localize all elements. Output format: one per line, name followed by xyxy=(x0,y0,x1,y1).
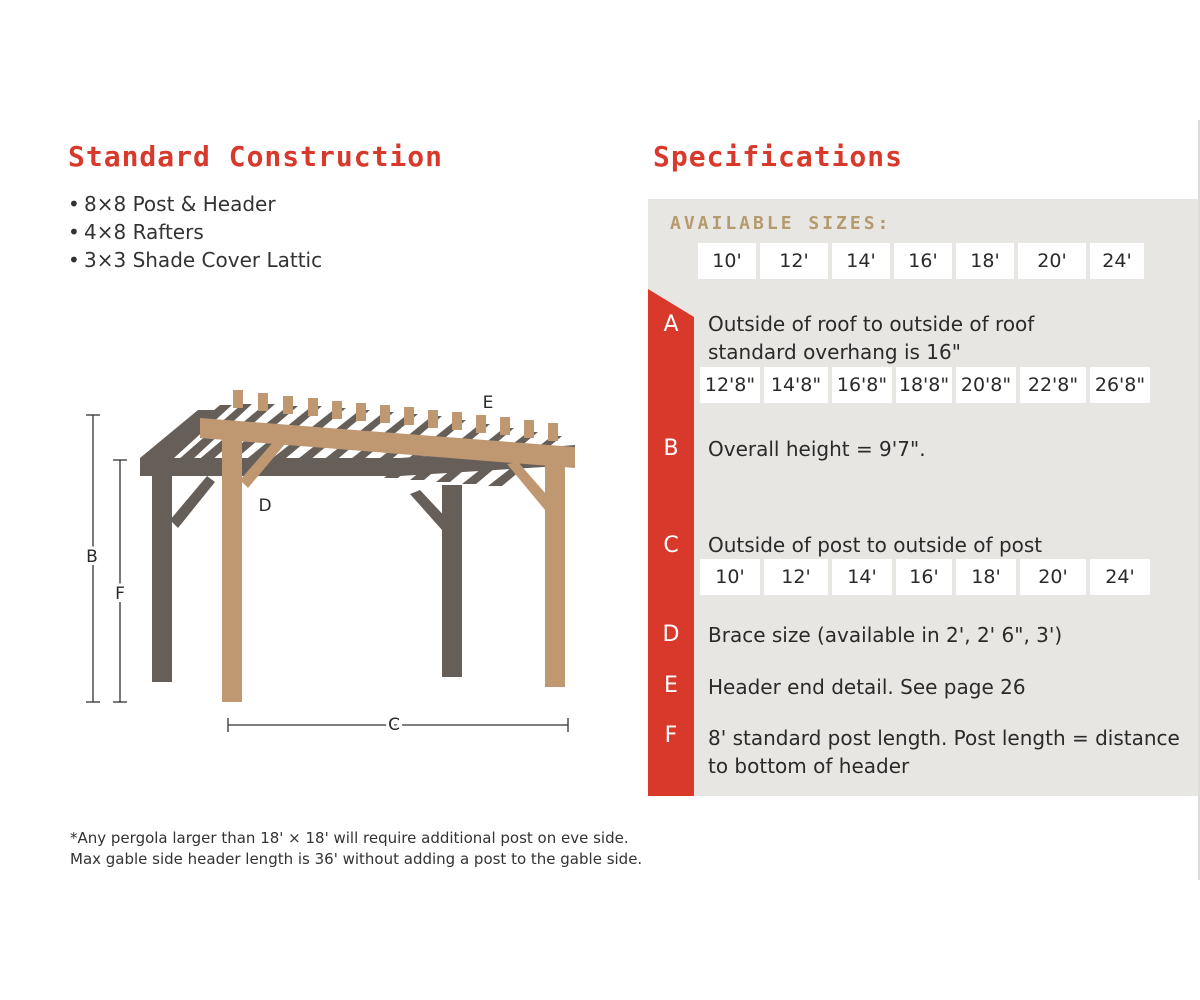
specifications-panel xyxy=(648,199,1200,796)
size-cell: 10' xyxy=(700,559,760,595)
size-cell: 12' xyxy=(760,243,828,279)
footnote xyxy=(70,828,642,870)
spec-d-text: Brace size (available in 2', 2' 6", 3') xyxy=(708,623,1063,647)
size-cell: 14' xyxy=(832,559,892,595)
label-c: C xyxy=(388,715,400,735)
label-d: D xyxy=(258,496,272,516)
letter-f: F xyxy=(664,723,678,748)
size-cell: 10' xyxy=(698,243,756,279)
roof-sizes-row xyxy=(700,367,1154,403)
size-cell: 24' xyxy=(1090,559,1150,595)
size-cell: 14'8" xyxy=(764,367,828,403)
letter-b: B xyxy=(663,436,679,461)
list-item: • 3×3 Shade Cover Lattic xyxy=(68,248,323,272)
size-cell: 26'8" xyxy=(1090,367,1150,403)
size-cell: 16' xyxy=(894,243,952,279)
list-item: • 8×8 Post & Header xyxy=(68,192,276,216)
footnote-line: *Any pergola larger than 18' × 18' will require additional post on eve side. xyxy=(70,829,629,847)
spec-f-line1: 8' standard post length. Post length = distance xyxy=(708,726,1180,750)
size-cell: 16' xyxy=(896,559,952,595)
size-cell: 18'8" xyxy=(896,367,952,403)
spec-a-line2: standard overhang is 16" xyxy=(708,340,961,364)
specifications-title: Specifications xyxy=(653,140,904,173)
spec-f-line2: to bottom of header xyxy=(708,754,910,778)
size-cell: 12' xyxy=(764,559,828,595)
size-cell: 16'8" xyxy=(832,367,892,403)
spec-b-text: Overall height = 9'7". xyxy=(708,437,926,461)
spec-f-text xyxy=(708,724,1180,780)
label-b: B xyxy=(86,547,98,567)
construction-list xyxy=(68,190,322,274)
size-cell: 24' xyxy=(1090,243,1144,279)
size-cell: 14' xyxy=(832,243,890,279)
size-cell: 18' xyxy=(956,243,1014,279)
letter-d: D xyxy=(662,622,680,647)
footnote-line: Max gable side header length is 36' without adding a post to the gable side. xyxy=(70,850,643,868)
available-sizes-label: AVAILABLE SIZES: xyxy=(670,213,892,234)
size-cell: 22'8" xyxy=(1020,367,1086,403)
list-item-text: 8×8 Post & Header xyxy=(84,192,276,216)
size-cell: 20'8" xyxy=(956,367,1016,403)
label-e: E xyxy=(482,393,494,413)
spec-c-text: Outside of post to outside of post xyxy=(708,533,1043,557)
available-sizes-row xyxy=(698,243,1148,279)
letter-e: E xyxy=(664,673,678,698)
construction-title: Standard Construction xyxy=(68,140,444,173)
list-item-text: 4×8 Rafters xyxy=(84,220,204,244)
front-frame xyxy=(200,390,575,702)
letter-c: C xyxy=(663,533,679,558)
size-cell: 12'8" xyxy=(700,367,760,403)
spec-e-text: Header end detail. See page 26 xyxy=(708,675,1026,699)
spec-a-text xyxy=(708,310,1034,366)
pergola-diagram xyxy=(70,380,590,750)
size-cell: 18' xyxy=(956,559,1016,595)
spec-a-line1: Outside of roof to outside of roof xyxy=(708,312,1035,336)
letter-a: A xyxy=(663,312,679,337)
label-f: F xyxy=(115,584,125,604)
size-cell: 20' xyxy=(1020,559,1086,595)
size-cell: 20' xyxy=(1018,243,1086,279)
post-sizes-row xyxy=(700,559,1154,595)
list-item-text: 3×3 Shade Cover Lattic xyxy=(84,248,323,272)
list-item: • 4×8 Rafters xyxy=(68,220,204,244)
